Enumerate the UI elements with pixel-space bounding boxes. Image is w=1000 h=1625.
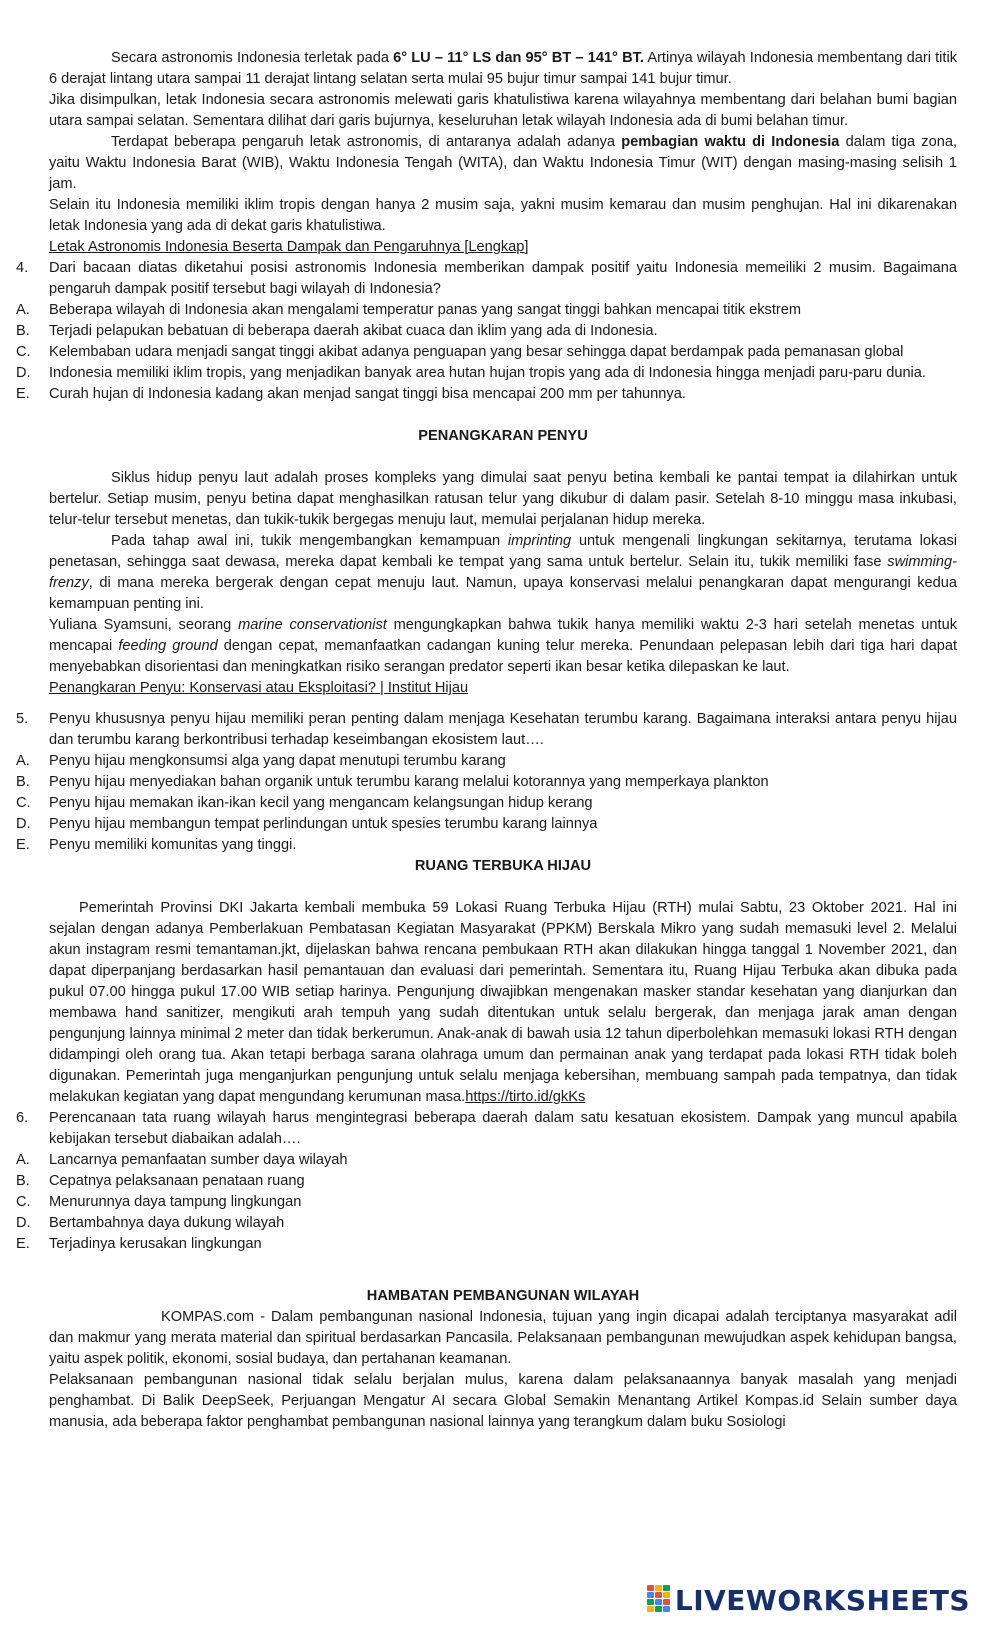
text: Yuliana Syamsuni, seorang	[49, 617, 239, 633]
option-text: Penyu memiliki komunitas yang tinggi.	[49, 837, 297, 853]
option-item[interactable]	[16, 751, 957, 772]
italic-text: imprinting	[507, 533, 572, 549]
option-text: Cepatnya pelaksanaan penataan ruang	[49, 1173, 305, 1189]
option-item[interactable]	[16, 814, 957, 835]
question-number: 4.	[16, 260, 29, 276]
italic-text: swimming-frenzy	[49, 554, 957, 591]
option-item[interactable]	[16, 772, 957, 793]
spacer	[49, 447, 957, 468]
option-text: Lancarnya pemanfaatan sumber daya wilayah	[49, 1152, 348, 1168]
text: mengungkapkan bahwa tukik hanya memiliki waktu 2-3 hari setelah menetas untuk mencapai	[49, 617, 957, 654]
spacer	[49, 1276, 957, 1286]
source-link[interactable]: Penangkaran Penyu: Konservasi atau Eksploitasi? | Institut Hijau	[49, 680, 469, 696]
question-number: 5.	[16, 711, 29, 727]
paragraph: KOMPAS.com - Dalam pembangunan nasional Indonesia, tujuan yang ingin dicapai adalah terciptanya masyarakat adil dan makmur yang merata material dan spiritual berdasarkan Pancasila. Pelaksanaan pembangunan mewujudkan aspek kehidupan bangsa, yaitu aspek politik, ekonomi, sosial budaya, dan pertahanan keamanan.	[49, 1309, 957, 1367]
spacer	[49, 1255, 957, 1276]
option-text: Kelembaban udara menjadi sangat tinggi akibat adanya penguapan yang besar sehingga dapat berdampak pada pemanasan global	[49, 344, 904, 360]
source-link-paragraph	[49, 678, 957, 699]
option-text: Penyu hijau mengkonsumsi alga yang dapat menutupi terumbu karang	[49, 753, 506, 769]
option-letter: C.	[16, 795, 31, 811]
option-text: Beberapa wilayah di Indonesia akan mengalami temperatur panas yang sangat tinggi bahkan mencapai titik ekstrem	[49, 302, 802, 318]
option-item[interactable]	[16, 793, 957, 814]
option-text: Menurunnya daya tampung lingkungan	[49, 1194, 302, 1210]
logo-grid-icon	[647, 1585, 671, 1615]
source-link-paragraph	[49, 237, 957, 258]
paragraph	[49, 132, 957, 195]
option-text: Penyu hijau memakan ikan-ikan kecil yang mengancam kelangsungan hidup kerang	[49, 795, 593, 811]
text: untuk mengenali lingkungan sekitarnya, terutama lokasi penetasan, sehingga saat dewasa, mereka dapat kembali ke tempat yang sama untuk bertelur. Selain itu, tukik memiliki fase	[49, 533, 957, 570]
paragraph: Selain itu Indonesia memiliki iklim tropis dengan hanya 2 musim saja, yakni musim kemarau dan musim penghujan. Hal ini dikarenakan letak Indonesia yang ada di dekat garis khatulistiwa.	[49, 197, 957, 234]
text: Terdapat beberapa pengaruh letak astronomis, di antaranya adalah adanya	[111, 134, 622, 150]
question-4	[16, 258, 957, 300]
text: Artinya wilayah Indonesia membentang dari titik 6 derajat lintang utara sampai 11 derajat lintang selatan serta mulai 95 bujur timur sampai 141 bujur timur.	[49, 50, 958, 87]
italic-text: feeding ground	[118, 638, 218, 654]
spacer	[49, 877, 957, 898]
text: Pada tahap awal ini, tukik mengembangkan kemampuan	[111, 533, 508, 549]
question-text: Penyu khususnya penyu hijau memiliki peran penting dalam menjaga Kesehatan terumbu karang. Bagaimana interaksi antara penyu hijau dan terumbu karang berkontribusi terhadap keseimbangan ekosistem laut….	[49, 711, 957, 748]
option-text: Terjadinya kerusakan lingkungan	[49, 1236, 262, 1252]
paragraph	[49, 898, 957, 1108]
section-title: HAMBATAN PEMBANGUNAN WILAYAH	[366, 1288, 640, 1304]
question-6	[16, 1108, 957, 1150]
option-item[interactable]	[16, 321, 957, 342]
option-text: Bertambahnya daya dukung wilayah	[49, 1215, 285, 1231]
italic-text: marine conservationist	[238, 617, 387, 633]
source-link[interactable]: https://tirto.id/gkKs	[465, 1089, 586, 1105]
option-item[interactable]	[16, 1213, 957, 1234]
liveworksheets-logo	[647, 1583, 970, 1617]
option-item[interactable]	[16, 1192, 957, 1213]
spacer	[49, 699, 957, 709]
option-text: Terjadi pelapukan bebatuan di beberapa daerah akibat cuaca dan iklim yang ada di Indonesia.	[49, 323, 658, 339]
option-letter: A.	[16, 302, 30, 318]
paragraph: Siklus hidup penyu laut adalah proses kompleks yang dimulai saat penyu betina kembali ke pantai tempat ia dilahirkan untuk bertelur. Setiap musim, penyu betina dapat menghasilkan ratusan telur yang dikubur di dalam pasir. Setelah 8-10 minggu masa inkubasi, telur-telur tersebut menetas, dan tukik-tukik bergegas menuju laut, memulai perjalanan hidup mereka.	[49, 470, 957, 528]
option-letter: D.	[16, 365, 31, 381]
logo-text: LIVEWORKSHEETS	[674, 1583, 970, 1617]
text: Pemerintah Provinsi DKI Jakarta kembali membuka 59 Lokasi Ruang Terbuka Hijau (RTH) mulai Sabtu, 23 Oktober 2021. Hal ini sejalan dengan adanya Pemberlakuan Pembatasan Kegiatan Masyarakat (PPKM) Berskala Mikro yang sudah memasuki level 2. Melalui akun instagram resmi temantaman.jkt, dijelaskan bahwa rencana pembukaan RTH akan dilakukan hingga tanggal 1 November 2021, dan dapat diperpanjang berdasarkan hasil pemantauan dan evaluasi dari pemerintah. Sementara itu, Ruang Hijau Terbuka akan dibuka pada pukul 07.00 hingga pukul 17.00 WIB setiap harinya. Pengunjung diwajibkan mengenakan masker standar kesehatan yang dianjurkan dan membawa hand sanitizer, mengikuti arah tempuh yang sudah ditentukan untuk selalu bergerak, dan menjaga jarak aman dengan pengunjung lainnya minimal 2 meter dan tidak berkerumun. Anak-anak di bawah usia 12 tahun diperbolehkan memasuki lokasi RTH dengan didampingi oleh orang tua. Akan tetapi berbaga sarana olahraga umum dan permainan anak yang terdapat pada lokasi RTH tidak boleh digunakan. Pemerintah juga menganjurkan pengunjung untuk selalu menjaga kebersihan, membuang sampah pada tempatnya, dan tidak melakukan kegiatan yang dapat mengundang kerumunan masa.	[49, 900, 957, 1105]
option-letter: B.	[16, 1173, 30, 1189]
option-letter: A.	[16, 753, 30, 769]
question-number: 6.	[16, 1110, 29, 1126]
paragraph: Jika disimpulkan, letak Indonesia secara astronomis melewati garis khatulistiwa karena wilayahnya membentang dari belahan bumi bagian utara sampai selatan. Sementara dilihat dari garis bujurnya, keseluruhan letak wilayah Indonesia ada di bumi belahan timur.	[49, 92, 957, 129]
option-item[interactable]	[16, 1150, 957, 1171]
option-item[interactable]	[16, 300, 957, 321]
option-text: Penyu hijau menyediakan bahan organik untuk terumbu karang melalui kotorannya yang memperkaya plankton	[49, 774, 769, 790]
option-item[interactable]	[16, 384, 957, 405]
option-text: Penyu hijau membangun tempat perlindungan untuk spesies terumbu karang lainnya	[49, 816, 598, 832]
option-letter: C.	[16, 344, 31, 360]
question-5	[16, 709, 957, 751]
option-letter: D.	[16, 1215, 31, 1231]
bold-text: pembagian waktu di Indonesia	[621, 134, 840, 150]
option-letter: E.	[16, 386, 30, 402]
text: dengan cepat, memanfaatkan cadangan kuning telur mereka. Penundaan pelepasan lebih dari tiga hari dapat menyebabkan disorientasi dan meningkatkan risiko serangan predator seperti ikan besar ketika dilepaskan ke laut.	[49, 638, 958, 675]
option-letter: A.	[16, 1152, 30, 1168]
option-letter: E.	[16, 837, 30, 853]
text: Secara astronomis Indonesia terletak pada	[111, 50, 394, 66]
coordinates-text: 6° LU – 11° LS dan 95° BT – 141° BT.	[393, 50, 644, 66]
option-letter: B.	[16, 323, 30, 339]
paragraph	[49, 531, 957, 615]
paragraph	[49, 615, 957, 678]
source-link[interactable]: Letak Astronomis Indonesia Beserta Dampak dan Pengaruhnya [Lengkap]	[49, 239, 529, 255]
option-letter: D.	[16, 816, 31, 832]
option-item[interactable]	[16, 835, 957, 856]
option-item[interactable]	[16, 342, 957, 363]
option-item[interactable]	[16, 1234, 957, 1255]
worksheet-page	[16, 48, 958, 1433]
question-text: Perencanaan tata ruang wilayah harus mengintegrasi beberapa daerah dalam satu kesatuan ekosistem. Dampak yang muncul apabila kebijakan tersebut diabaikan adalah….	[49, 1110, 957, 1147]
section-title: RUANG TERBUKA HIJAU	[414, 858, 592, 874]
text: dalam tiga zona, yaitu Waktu Indonesia Barat (WIB), Waktu Indonesia Tengah (WITA), dan Waktu Indonesia Timur (WIT) dengan masing-masing selisih 1 jam.	[49, 134, 957, 192]
option-item[interactable]	[16, 1171, 957, 1192]
text: , di mana mereka bergerak dengan cepat menuju laut. Namun, upaya konservasi melalui penangkaran dapat mengurangi kedua kemampuan penting ini.	[49, 575, 957, 612]
paragraph: Pelaksanaan pembangunan nasional tidak selalu berjalan mulus, karena dalam pelaksanaannya banyak masalah yang menjadi penghambat. Di Balik DeepSeek, Perjuangan Mengatur AI secara Global Semakin Menantang Artikel Kompas.id Selain sumber daya manusia, ada beberapa faktor penghambat pembangunan nasional lainnya yang terangkum dalam buku Sosiologi	[49, 1372, 957, 1430]
option-letter: E.	[16, 1236, 30, 1252]
option-letter: B.	[16, 774, 30, 790]
section-title: PENANGKARAN PENYU	[418, 428, 588, 444]
option-text: Curah hujan di Indonesia kadang akan menjad sangat tinggi bisa mencapai 200 mm per tahunnya.	[49, 386, 686, 402]
option-text: Indonesia memiliki iklim tropis, yang menjadikan banyak area hutan hujan tropis yang ada di Indonesia hingga menjadi paru-paru dunia.	[49, 365, 926, 381]
option-letter: C.	[16, 1194, 31, 1210]
question-text: Dari bacaan diatas diketahui posisi astronomis Indonesia memberikan dampak positif yaitu Indonesia memeiliki 2 musim. Bagaimana pengaruh dampak positif tersebut bagi wilayah di Indonesia?	[49, 260, 957, 297]
spacer	[49, 405, 957, 426]
option-item[interactable]	[16, 363, 957, 384]
paragraph	[49, 48, 957, 90]
